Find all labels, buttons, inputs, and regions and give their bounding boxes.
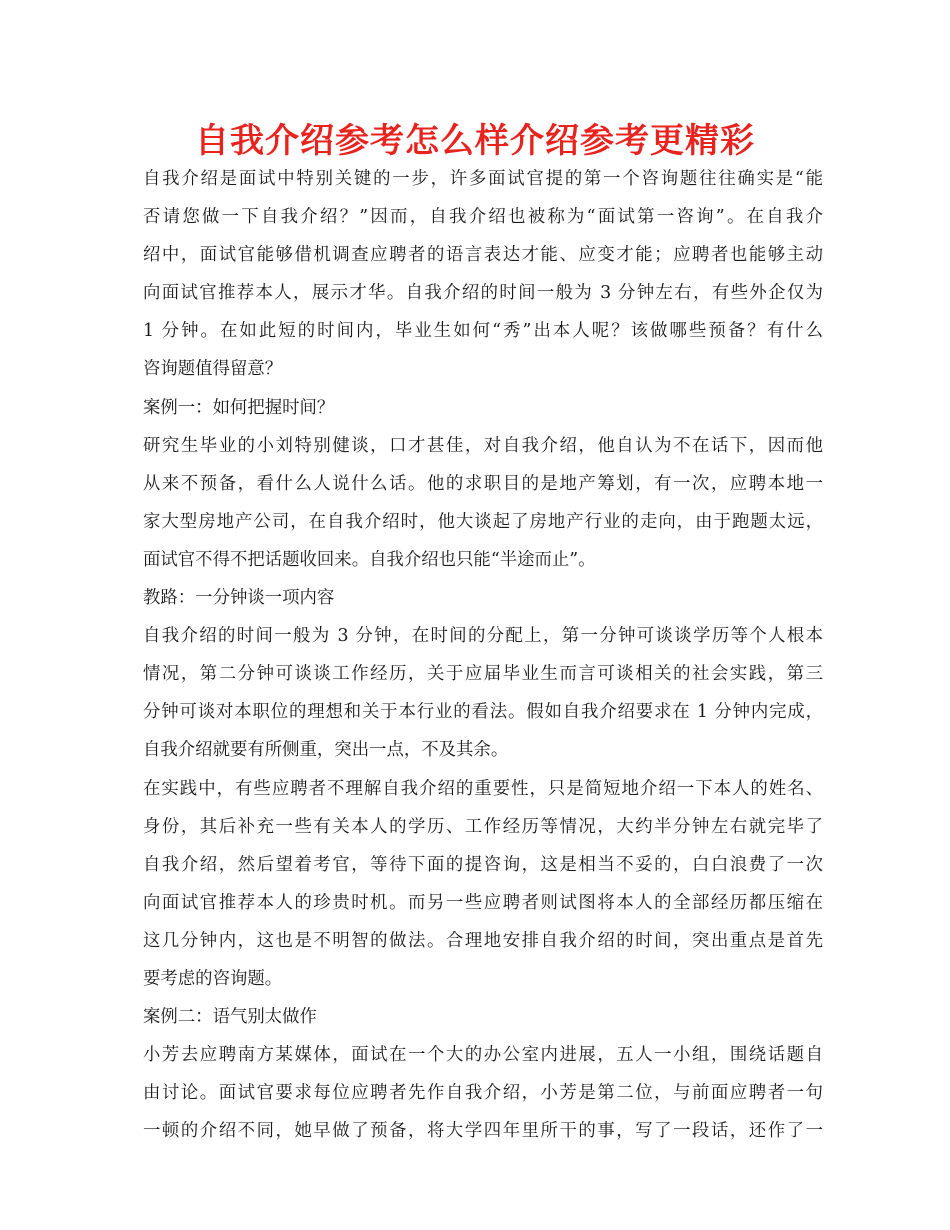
- body-line: 在实践中，有些应聘者不理解自我介绍的重要性，只是简短地介绍一下本人的姓名、: [143, 778, 823, 799]
- body-line: 小芳去应聘南方某媒体，面试在一个大的办公室内进展，五人一小组，围绕话题自: [143, 1045, 823, 1066]
- body-line: 从来不预备，看什么人说什么话。他的求职目的是地产筹划，有一次，应聘本地一: [143, 473, 823, 494]
- body-line: 绍中，面试官能够借机调查应聘者的语言表达才能、应变才能；应聘者也能够主动: [143, 245, 823, 266]
- body-line: 分钟可谈对本职位的理想和关于本行业的看法。假如自我介绍要求在 1 分钟内完成，: [143, 702, 823, 723]
- body-line: 自我介绍就要有所侧重，突出一点，不及其余。: [143, 740, 509, 761]
- body-line: 这几分钟内，这也是不明智的做法。合理地安排自我介绍的时间，突出重点是首先: [143, 930, 823, 951]
- body-line: 教路：一分钟谈一项内容: [143, 588, 335, 609]
- body-line: 向面试官推荐本人，展示才华。自我介绍的时间一般为 3 分钟左右，有些外企仅为: [143, 283, 823, 304]
- body-line: 由讨论。面试官要求每位应聘者先作自我介绍，小芳是第二位，与前面应聘者一句: [143, 1083, 823, 1104]
- body-line: 要考虑的咨询题。: [143, 968, 283, 989]
- body-line: 咨询题值得留意？: [143, 359, 283, 380]
- body-line: 研究生毕业的小刘特别健谈，口才甚佳，对自我介绍，他自认为不在话下，因而他: [143, 435, 823, 456]
- body-line: 1 分钟。在如此短的时间内，毕业生如何“秀”出本人呢？该做哪些预备？有什么: [143, 321, 823, 342]
- document-body: [143, 160, 823, 1150]
- body-line: 面试官不得不把话题收回来。自我介绍也只能“半途而止”。: [143, 549, 596, 570]
- body-line: 向面试官推荐本人的珍贵时机。而另一些应聘者则试图将本人的全部经历都压缩在: [143, 892, 823, 913]
- body-line: 自我介绍的时间一般为 3 分钟，在时间的分配上，第一分钟可谈谈学历等个人根本: [143, 626, 823, 647]
- body-line: 自我介绍，然后望着考官，等待下面的提咨询，这是相当不妥的，白白浪费了一次: [143, 854, 823, 875]
- body-line: 否请您做一下自我介绍？”因而，自我介绍也被称为“面试第一咨询”。在自我介: [143, 207, 823, 228]
- body-line: 案例二：语气别太做作: [143, 1007, 317, 1028]
- body-line: 情况，第二分钟可谈谈工作经历，关于应届毕业生而言可谈相关的社会实践，第三: [143, 664, 823, 685]
- body-line: 家大型房地产公司，在自我介绍时，他大谈起了房地产行业的走向，由于跑题太远，: [143, 511, 823, 532]
- document-title: 自我介绍参考怎么样介绍参考更精彩: [195, 121, 755, 161]
- body-line: 一顿的介绍不同，她早做了预备，将大学四年里所干的事，写了一段话，还作了一: [143, 1121, 823, 1142]
- body-line: 身份，其后补充一些有关本人的学历、工作经历等情况，大约半分钟左右就完毕了: [143, 816, 823, 837]
- body-line: 案例一：如何把握时间？: [143, 397, 335, 418]
- body-line: 自我介绍是面试中特别关键的一步，许多面试官提的第一个咨询题往往确实是“能: [143, 169, 823, 189]
